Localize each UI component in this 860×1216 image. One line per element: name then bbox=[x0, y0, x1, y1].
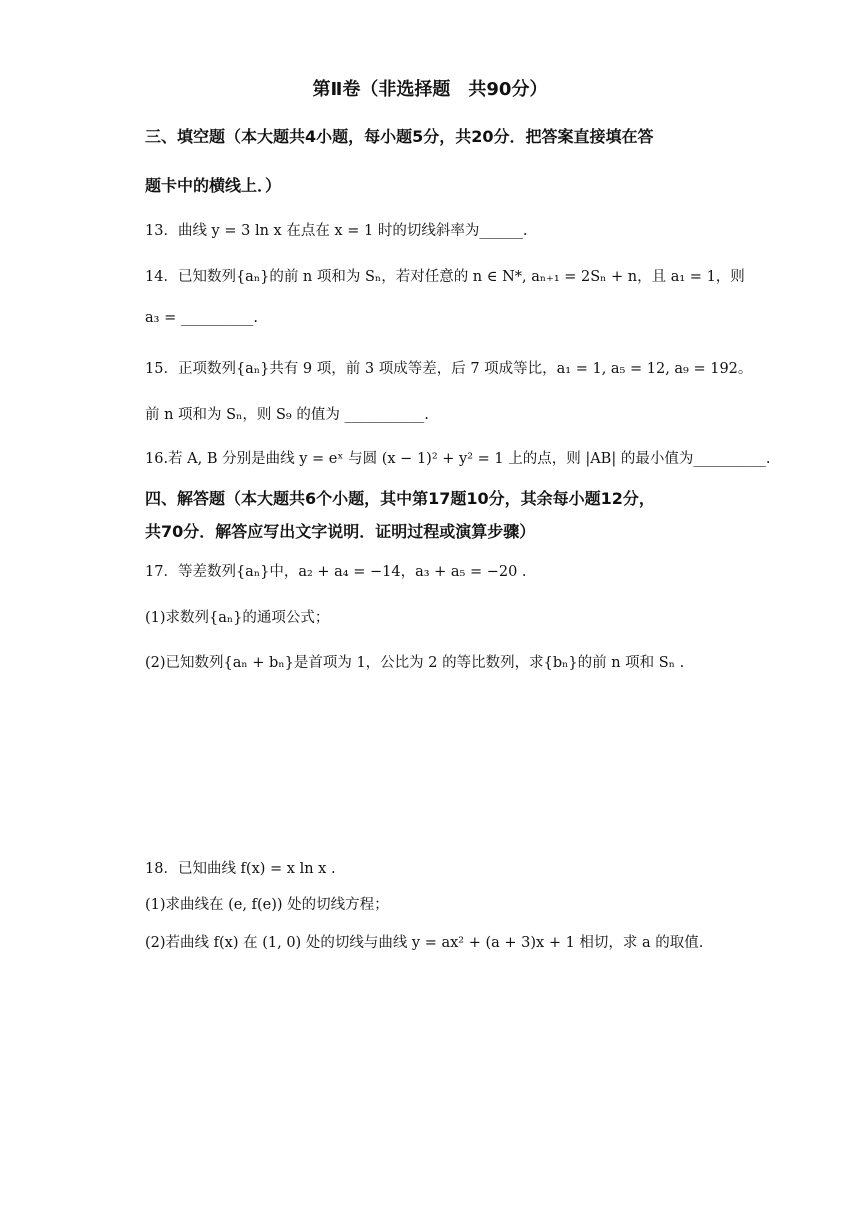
section-4-heading-line2: 共70分．解答应写出文字说明．证明过程或演算步骤） bbox=[145, 522, 536, 541]
section-3-heading-line2: 题卡中的横线上．） bbox=[145, 176, 282, 195]
question-15-line1: 15．正项数列{aₙ}共有 9 项，前 3 项成等差，后 7 项成等比，a₁ = 1, a₅ = 12, a₉ = 192。 bbox=[145, 361, 753, 377]
question-17-stem: 17．等差数列{aₙ}中，a₂ + a₄ = −14，a₃ + a₅ = −20 . bbox=[145, 564, 527, 580]
question-18-part2: (2)若曲线 f(x) 在 (1, 0) 处的切线与曲线 y = ax² + (a + 3)x + 1 相切，求 a 的取值. bbox=[145, 935, 704, 951]
page-title: 第Ⅱ卷（非选择题 共90分） bbox=[312, 79, 548, 100]
question-17-part1: (1)求数列{aₙ}的通项公式； bbox=[145, 610, 330, 626]
question-15-line2: 前 n 项和为 Sₙ，则 S₉ 的值为 ___________. bbox=[145, 407, 429, 423]
question-17-part2: (2)已知数列{aₙ + bₙ}是首项为 1，公比为 2 的等比数列，求{bₙ}的前 n 项和 Sₙ . bbox=[145, 655, 685, 671]
section-3-heading-line1: 三、填空题（本大题共4小题，每小题5分，共20分．把答案直接填在答 bbox=[145, 127, 654, 146]
question-18-part1: (1)求曲线在 (e, f(e)) 处的切线方程； bbox=[145, 897, 389, 913]
section-4-heading-line1: 四、解答题（本大题共6个小题，其中第17题10分，其余每小题12分， bbox=[145, 489, 655, 508]
question-13: 13．曲线 y = 3 ln x 在点在 x = 1 时的切线斜率为______. bbox=[145, 223, 528, 239]
question-16: 16.若 A, B 分别是曲线 y = eˣ 与圆 (x − 1)² + y² = 1 上的点，则 |AB| 的最小值为__________. bbox=[145, 451, 771, 467]
question-18-stem: 18．已知曲线 f(x) = x ln x . bbox=[145, 861, 336, 877]
question-14-line1: 14．已知数列{aₙ}的前 n 项和为 Sₙ，若对任意的 n ∈ N*, aₙ₊₁ = 2Sₙ + n，且 a₁ = 1，则 bbox=[145, 269, 745, 285]
question-14-line2: a₃ = __________. bbox=[145, 310, 258, 326]
